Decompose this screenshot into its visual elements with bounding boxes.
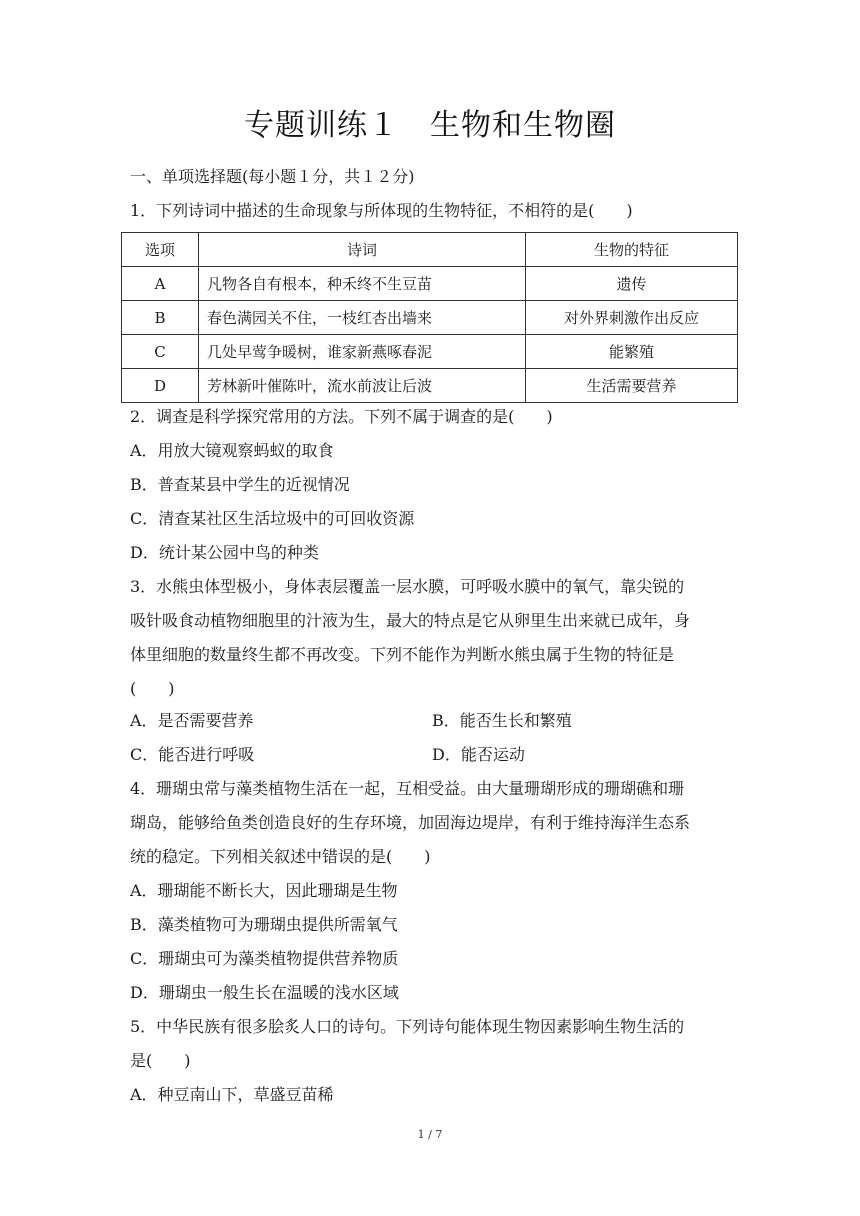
- page-title: 专题训练１ 生物和生物圈: [244, 108, 616, 143]
- table-header-cell: 生物的特征: [526, 233, 738, 267]
- question-4-text: 统的稳定。下列相关叙述中错误的是( ): [130, 847, 431, 866]
- question-5-text: 5．中华民族有很多脍炙人口的诗句。下列诗句能体现生物因素影响生物生活的: [130, 1017, 685, 1036]
- question-3-text: 吸针吸食动植物细胞里的汁液为生，最大的特点是它从卵里生出来就已成年，身: [130, 611, 691, 630]
- question-1-stem: 1．下列诗词中描述的生命现象与所体现的生物特征，不相符的是( ): [130, 201, 633, 220]
- table-cell-option: B: [122, 301, 199, 335]
- question-3-option-b: B．能否生长和繁殖: [432, 711, 572, 730]
- question-2-stem: 2．调查是科学探究常用的方法。下列不属于调查的是( ): [130, 407, 553, 426]
- question-3-option-c: C．能否进行呼吸: [130, 745, 255, 764]
- question-4-text: 4．珊瑚虫常与藻类植物生活在一起，互相受益。由大量珊瑚形成的珊瑚礁和珊: [130, 779, 685, 798]
- table-cell-option: C: [122, 335, 199, 369]
- question-4-option-a: A．珊瑚能不断长大，因此珊瑚是生物: [130, 881, 398, 900]
- table-cell-poem: 几处早莺争暖树，谁家新燕啄春泥: [199, 335, 526, 369]
- question-2-option-c: C．清查某社区生活垃圾中的可回收资源: [130, 509, 415, 528]
- table-cell-option: A: [122, 267, 199, 301]
- table-cell-feature: 遗传: [526, 267, 738, 301]
- question-3-text: 3．水熊虫体型极小，身体表层覆盖一层水膜，可呼吸水膜中的氧气，靠尖锐的: [130, 577, 685, 596]
- table-cell-poem: 春色满园关不住，一枝红杏出墙来: [199, 301, 526, 335]
- section-heading: 一、单项选择题(每小题１分，共１２分): [130, 167, 415, 186]
- question-3-text: ( ): [130, 679, 175, 698]
- question-2-option-b: B．普查某县中学生的近视情况: [130, 475, 350, 494]
- table-cell-feature: 对外界刺激作出反应: [526, 301, 738, 335]
- page-number: 1 / 7: [417, 1128, 443, 1141]
- question-3-text: 体里细胞的数量终生都不再改变。下列不能作为判断水熊虫属于生物的特征是: [130, 645, 675, 664]
- table-header-cell: 选项: [122, 233, 199, 267]
- poem-table: [121, 232, 738, 403]
- table-cell-poem: 凡物各自有根本，种禾终不生豆苗: [199, 267, 526, 301]
- table-header-row: [122, 233, 738, 267]
- table-cell-feature: 生活需要营养: [526, 369, 738, 403]
- table-cell-feature: 能繁殖: [526, 335, 738, 369]
- question-5-option-a: A．种豆南山下，草盛豆苗稀: [130, 1085, 334, 1104]
- question-2-option-a: A．用放大镜观察蚂蚁的取食: [130, 441, 334, 460]
- table-cell-poem: 芳林新叶催陈叶，流水前波让后波: [199, 369, 526, 403]
- table-row: [122, 369, 738, 403]
- question-3-option-a: A．是否需要营养: [130, 711, 254, 730]
- table-cell-option: D: [122, 369, 199, 403]
- question-4-option-c: C．珊瑚虫可为藻类植物提供营养物质: [130, 949, 399, 968]
- table-row: [122, 301, 738, 335]
- table-row: [122, 267, 738, 301]
- question-2-option-d: D．统计某公园中鸟的种类: [130, 543, 319, 562]
- question-4-option-d: D．珊瑚虫一般生长在温暖的浅水区域: [130, 983, 399, 1002]
- table-header-cell: 诗词: [199, 233, 526, 267]
- question-4-option-b: B．藻类植物可为珊瑚虫提供所需氧气: [130, 915, 398, 934]
- question-4-text: 瑚岛，能够给鱼类创造良好的生存环境，加固海边堤岸，有利于维持海洋生态系: [130, 813, 691, 832]
- question-5-text: 是( ): [130, 1051, 191, 1070]
- question-3-option-d: D．能否运动: [432, 745, 525, 764]
- table-row: [122, 335, 738, 369]
